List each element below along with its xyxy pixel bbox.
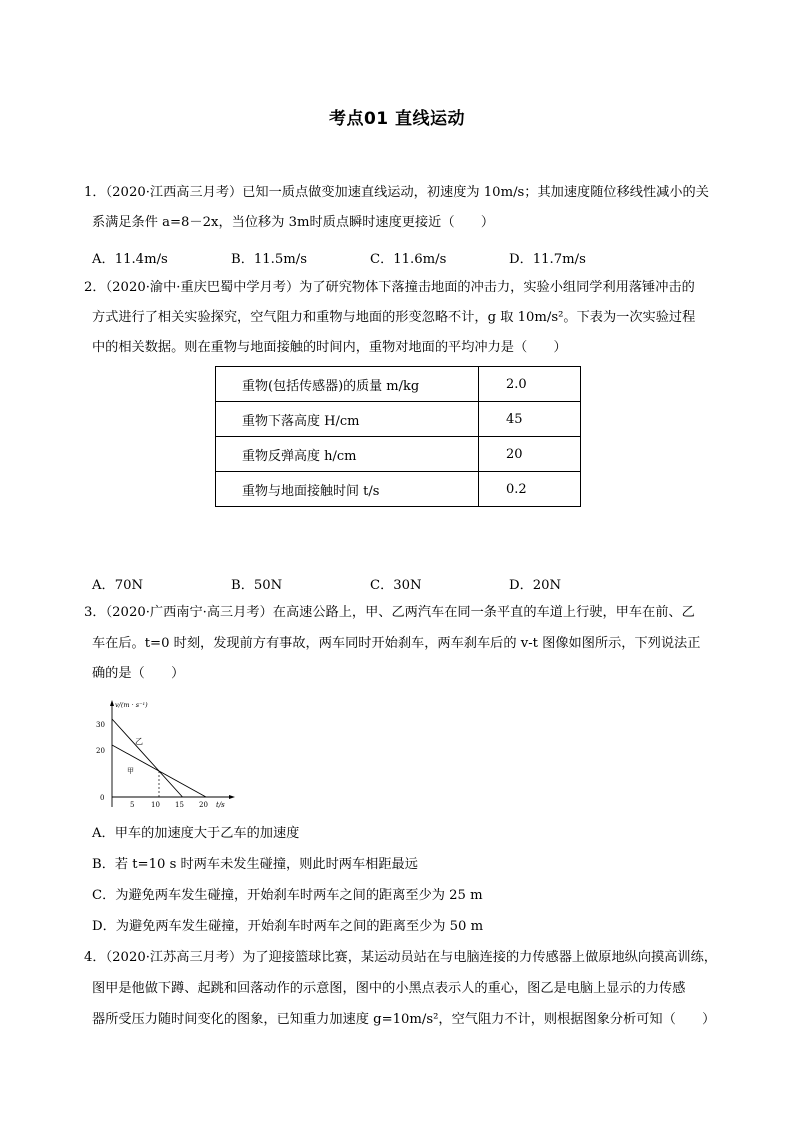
x-tick-10: 10 (151, 801, 160, 809)
q1-option-d[interactable]: D．11.7m/s (509, 252, 586, 267)
q2-option-b[interactable]: B．50N (231, 578, 283, 593)
y-axis-arrow-icon (110, 700, 114, 706)
q4-line-1: 4．（2020·江苏高三月考）为了迎接篮球比赛，某运动员站在与电脑连接的力传感器上做原地纵向摸高训练， (84, 950, 717, 965)
table-label: 重物(包括传感器)的质量 m/kg (216, 367, 479, 402)
q2-line-1: 2．（2020·渝中·重庆巴蜀中学月考）为了研究物体下落撞击地面的冲击力，实验小组同学利用落锤冲击的 (84, 280, 695, 295)
q2-option-c[interactable]: C．30N (370, 578, 422, 593)
x-tick-15: 15 (175, 801, 184, 809)
y-tick-0: 0 (100, 794, 105, 802)
table-value: 0.2 (479, 472, 581, 507)
x-tick-5: 5 (130, 801, 135, 809)
table-value: 45 (479, 402, 581, 437)
q3-line-3: 确的是（ ） (92, 666, 185, 681)
table-row (216, 472, 581, 507)
q4-line-3: 器所受压力随时间变化的图象，已知重力加速度 g=10m/s²，空气阻力不计，则根据图象分析可知（ ） (92, 1012, 716, 1027)
q2-option-a[interactable]: A．70N (92, 578, 144, 593)
q1-option-b[interactable]: B．11.5m/s (231, 252, 307, 267)
table-label: 重物反弹高度 h/cm (216, 437, 479, 472)
q3-option-c[interactable]: C．为避免两车发生碰撞，开始刹车时两车之间的距离至少为 25 m (92, 888, 483, 903)
q2-option-d[interactable]: D．20N (509, 578, 562, 593)
table-row (216, 367, 581, 402)
label-yi: 乙 (135, 737, 143, 746)
table-row (216, 402, 581, 437)
q1-options (92, 248, 648, 267)
q3-option-a[interactable]: A．甲车的加速度大于乙车的加速度 (92, 826, 300, 841)
table-label: 重物与地面接触时间 t/s (216, 472, 479, 507)
q1-option-c[interactable]: C．11.6m/s (370, 252, 447, 267)
q3-line-2: 车在后。t=0 时刻，发现前方有事故，两车同时开始刹车，两车刹车后的 v-t 图像如图所示，下列说法正 (92, 636, 701, 651)
q2-line-2: 方式进行了相关实验探究，空气阻力和重物与地面的形变忽略不计，g 取 10m/s²。下表为一次实验过程 (92, 310, 696, 325)
y-tick-20: 20 (96, 747, 105, 755)
q3-option-b[interactable]: B．若 t=10 s 时两车未发生碰撞，则此时两车相距最远 (92, 857, 418, 872)
table-row (216, 437, 581, 472)
series-line-yi (112, 719, 183, 797)
q2-data-table (215, 366, 581, 507)
label-jia: 甲 (127, 767, 134, 775)
x-axis-arrow-icon (229, 795, 235, 799)
q3-option-d[interactable]: D．为避免两车发生碰撞，开始刹车时两车之间的距离至少为 50 m (92, 919, 484, 934)
y-tick-30: 30 (96, 721, 105, 729)
q2-options (92, 574, 648, 593)
q3-line-1: 3．（2020·广西南宁·高三月考）在高速公路上，甲、乙两汽车在同一条平直的车道上行驶，甲车在前、乙 (84, 605, 695, 620)
x-axis-label: t/s (216, 801, 225, 809)
x-tick-20: 20 (199, 801, 208, 809)
q1-option-a[interactable]: A．11.4m/s (92, 252, 168, 267)
q1-line-2: 系满足条件 a=8－2x，当位移为 3m时质点瞬时速度更接近（ ） (92, 215, 495, 230)
y-axis-label: v/(m · s⁻¹) (115, 701, 148, 709)
q4-line-2: 图甲是他做下蹲、起跳和回落动作的示意图，图中的小黑点表示人的重心，图乙是电脑上显示的力传感 (92, 981, 686, 996)
table-value: 20 (479, 437, 581, 472)
vt-graph (92, 697, 242, 812)
table-value: 2.0 (479, 367, 581, 402)
page-title: 考点01 直线运动 (328, 109, 466, 129)
table-label: 重物下落高度 H/cm (216, 402, 479, 437)
q1-line-1: 1．（2020·江西高三月考）已知一质点做变加速直线运动，初速度为 10m/s；其加速度随位移线性减小的关 (84, 185, 709, 200)
q2-line-3: 中的相关数据。则在重物与地面接触的时间内，重物对地面的平均冲力是（ ） (92, 340, 567, 355)
